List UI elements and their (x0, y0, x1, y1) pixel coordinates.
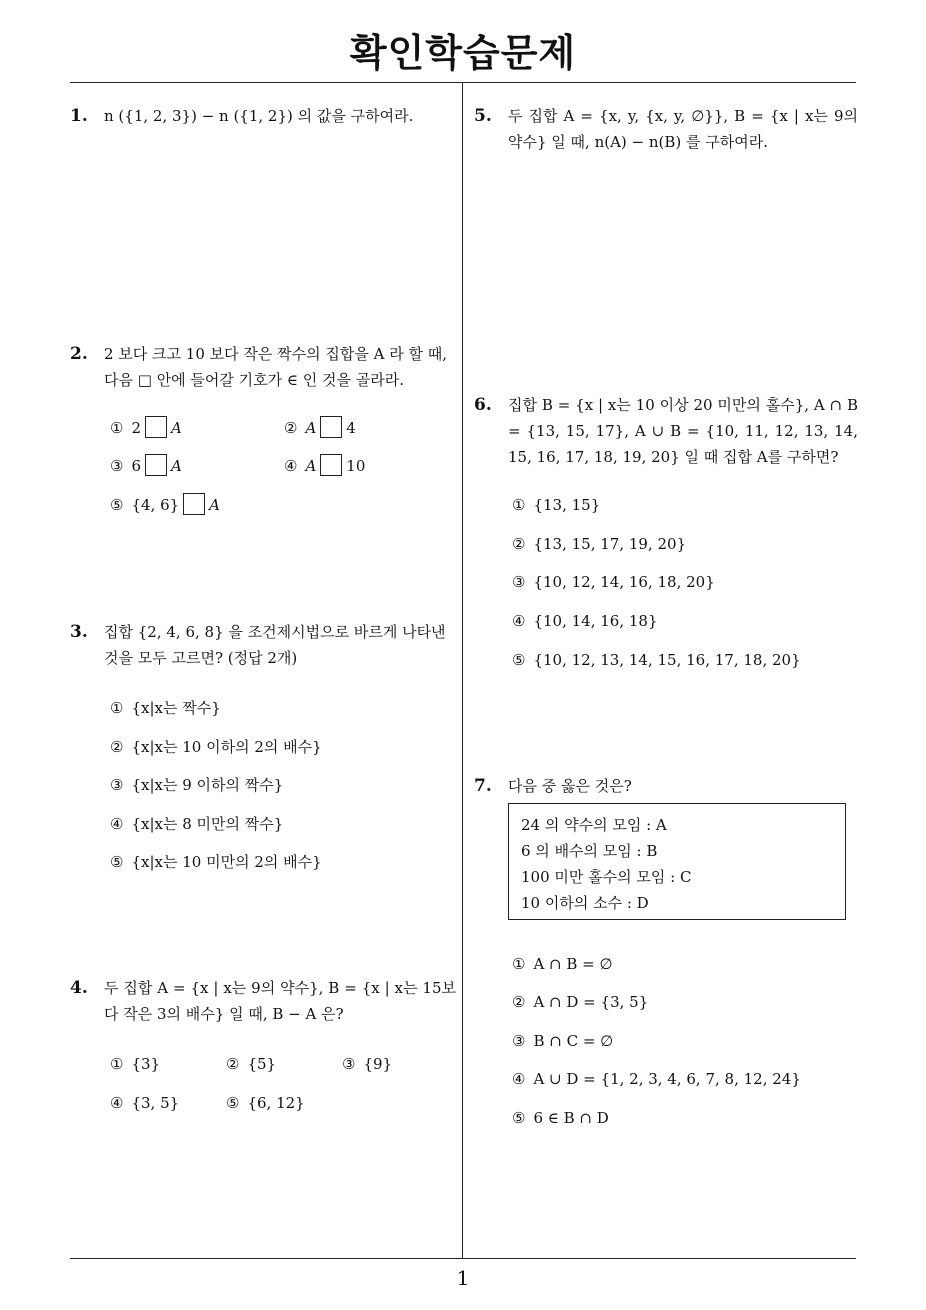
question-number: 7. (474, 776, 492, 796)
answer-option[interactable]: ③ 6 A (110, 456, 182, 478)
answer-option[interactable]: ① {x|x는 짝수} (110, 699, 221, 717)
question-text: 집합 {2, 4, 6, 8} 을 조건제시법으로 바르게 나타낸 것을 모두 고르면? (정답 2개) (104, 623, 446, 667)
answer-option[interactable]: ④ {x|x는 8 미만의 짝수} (110, 815, 284, 833)
answer-option[interactable]: ④ {10, 14, 16, 18} (512, 612, 658, 630)
answer-option[interactable]: ④ {3, 5} (110, 1094, 180, 1112)
question-4 (70, 975, 456, 1027)
question-text: 2 보다 크고 10 보다 작은 짝수의 집합을 A 라 할 때, 다음 □ 안에 들어갈 기호가 ∈ 인 것을 골라라. (104, 345, 448, 389)
answer-option[interactable]: ⑤ {x|x는 10 미만의 2의 배수} (110, 853, 322, 871)
question-text: 두 집합 A = {x, y, {x, y, ∅}}, B = {x | x는 9의 약수} 일 때, n(A) − n(B) 를 구하여라. (508, 107, 858, 151)
header-rule (70, 82, 856, 83)
page-title: 확인학습문제 (349, 31, 577, 75)
blank-box (320, 454, 342, 476)
answer-option[interactable]: ③ {x|x는 9 이하의 짝수} (110, 776, 284, 794)
question-3 (70, 619, 456, 671)
question-7 (474, 773, 858, 799)
answer-option[interactable]: ⑤ {6, 12} (226, 1094, 305, 1112)
answer-option[interactable]: ④ A ∪ D = {1, 2, 3, 4, 6, 7, 8, 12, 24} (512, 1070, 801, 1088)
answer-option[interactable]: ① 2 A (110, 418, 182, 440)
question-text: 집합 B = {x | x는 10 이상 20 미만의 홀수}, A ∩ B = {13, 15, 17}, A ∪ B = {10, 11, 12, 13, 14, 15, 16, 17, 18, 19, 20} 일 때 집합 A를 구하면? (508, 396, 858, 466)
condition-line: 10 이하의 소수 : D (521, 894, 649, 912)
answer-option[interactable]: ③ B ∩ C = ∅ (512, 1032, 614, 1050)
answer-option[interactable]: ① A ∩ B = ∅ (512, 955, 613, 973)
question-text: 두 집합 A = {x | x는 9의 약수}, B = {x | x는 15보다 작은 3의 배수} 일 때, B − A 은? (104, 979, 456, 1023)
question-text: n ({1, 2, 3}) − n ({1, 2}) 의 값을 구하여라. (104, 107, 414, 125)
footer-rule (70, 1258, 856, 1259)
answer-option[interactable]: ② {5} (226, 1055, 277, 1073)
question-2 (70, 341, 456, 393)
answer-option[interactable]: ④ A 10 (284, 456, 365, 478)
question-number: 5. (474, 106, 492, 126)
blank-box (320, 416, 342, 438)
question-1 (70, 103, 456, 129)
answer-option[interactable]: ① {3} (110, 1055, 161, 1073)
question-6 (474, 392, 858, 470)
page-number: 1 (456, 1266, 470, 1290)
answer-option[interactable]: ② {13, 15, 17, 19, 20} (512, 535, 687, 553)
question-number: 6. (474, 395, 492, 415)
blank-box (145, 454, 167, 476)
answer-option[interactable]: ② {x|x는 10 이하의 2의 배수} (110, 738, 322, 756)
question-number: 2. (70, 344, 88, 364)
question-number: 3. (70, 622, 88, 642)
answer-option[interactable]: ⑤ {4, 6} A (110, 495, 220, 517)
condition-line: 100 미만 홀수의 모임 : C (521, 868, 692, 886)
question-5 (474, 103, 858, 155)
question-text: 다음 중 옳은 것은? (508, 777, 632, 795)
blank-box (145, 416, 167, 438)
answer-option[interactable]: ③ {10, 12, 14, 16, 18, 20} (512, 573, 715, 591)
answer-option[interactable]: ⑤ 6 ∈ B ∩ D (512, 1109, 609, 1127)
answer-option[interactable]: ⑤ {10, 12, 13, 14, 15, 16, 17, 18, 20} (512, 651, 801, 669)
answer-option[interactable]: ① {13, 15} (512, 496, 601, 514)
column-divider (462, 83, 463, 1259)
answer-option[interactable]: ② A 4 (284, 418, 356, 440)
condition-box (508, 803, 846, 920)
blank-box (183, 493, 205, 515)
question-number: 4. (70, 978, 88, 998)
answer-option[interactable]: ③ {9} (342, 1055, 393, 1073)
question-number: 1. (70, 106, 88, 126)
condition-line: 24 의 약수의 모임 : A (521, 816, 667, 834)
answer-option[interactable]: ② A ∩ D = {3, 5} (512, 993, 649, 1011)
condition-line: 6 의 배수의 모임 : B (521, 842, 658, 860)
